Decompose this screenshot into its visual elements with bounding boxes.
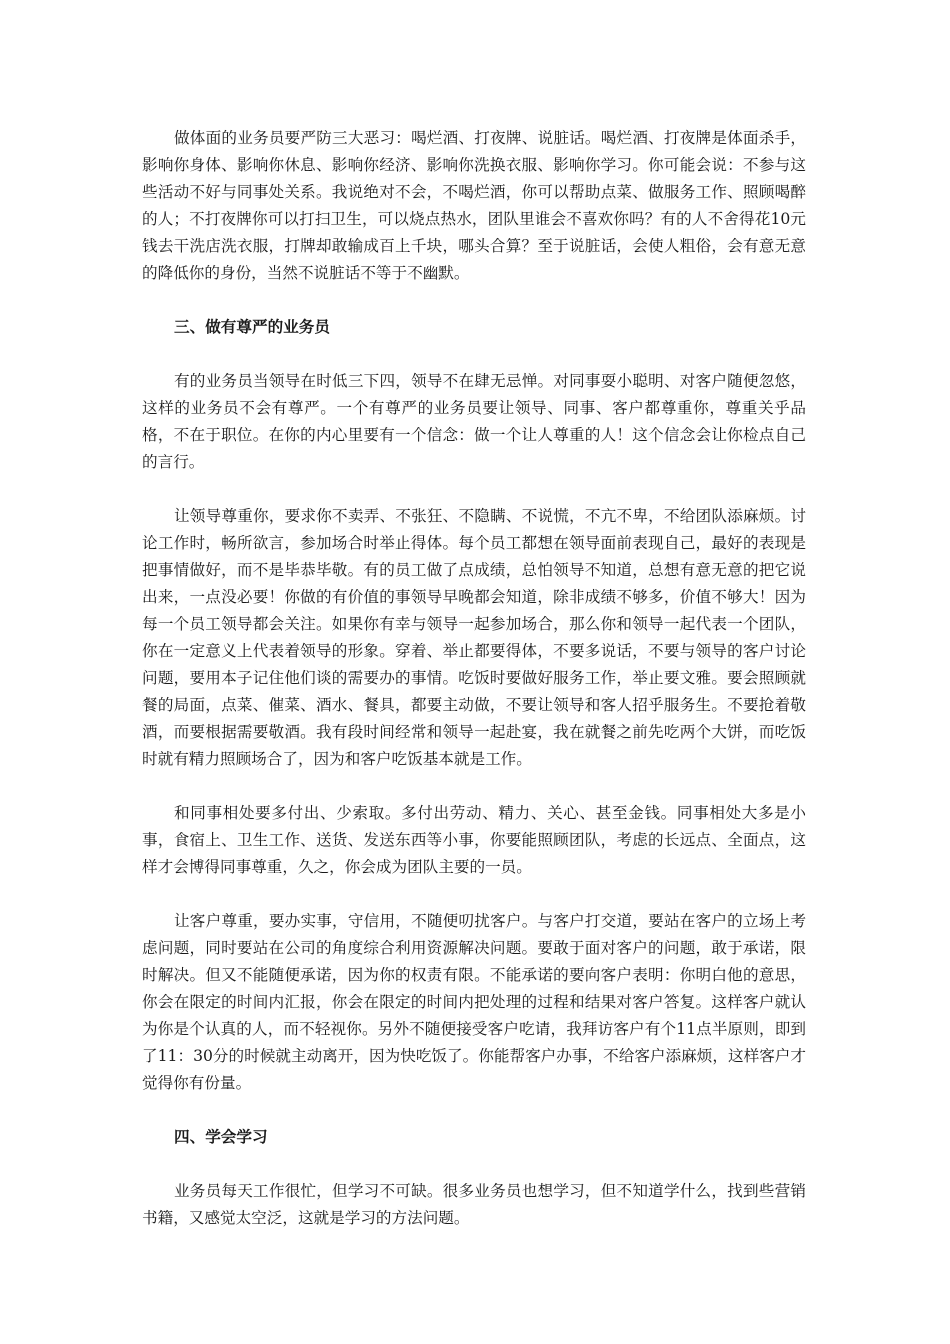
paragraph-leader-respect: 让领导尊重你，要求你不卖弄、不张狂、不隐瞒、不说慌，不亢不卑，不给团队添麻烦。讨论工作时，畅所欲言，参加场合时举止得体。每个员工都想在领导面前表现自己，最好的表现是把事情做好，而不是毕恭毕敬。有的员工做了点成绩，总怕领导不知道，总想有意无意的把它说出来，一点没必要！你做的有价值的事领导早晚都会知道，除非成绩不够多，价值不够大！因为每一个员工领导都会关注。如果你有幸与领导一起参加场合，那么你和领导一起代表一个团队，你在一定意义上代表着领导的形象。穿着、举止都要得体，不要多说话，不要与领导的客户讨论问题，要用本子记住他们谈的需要办的事情。吃饭时要做好服务工作，举止要文雅。要会照顾就餐的局面，点菜、催菜、酒水、餐具，都要主动做，不要让领导和客人招乎服务生。不要抢着敬酒，而要根据需要敬酒。我有段时间经常和领导一起赴宴，我在就餐之前先吃两个大饼，而吃饭时就有精力照顾场合了，因为和客户吃饭基本就是工作。 — [142, 507, 806, 768]
paragraph-gap — [142, 1097, 806, 1124]
paragraph-dignity-intro: 有的业务员当领导在时低三下四，领导不在肆无忌惮。对同事耍小聪明、对客户随便忽悠，这样的业务员不会有尊严。一个有尊严的业务员要让领导、同事、客户都尊重你，尊重关乎品格，不在于职位。在你的内心里要有一个信念：做一个让人尊重的人！这个信念会让你检点自己的言行。 — [142, 372, 806, 471]
paragraph-customer-respect: 让客户尊重，要办实事，守信用，不随便叨扰客户。与客户打交道，要站在客户的立场上考虑问题，同时要站在公司的角度综合利用资源解决问题。要敢于面对客户的问题，敢于承诺，限时解决。但又不能随便承诺，因为你的权责有限。不能承诺的要向客户表明：你明白他的意思，你会在限定的时间内汇报，你会在限定的时间内把处理的过程和结果对客户答复。这样客户就认为你是个认真的人，而不轻视你。另外不随便接受客户吃请，我拜访客户有个11点半原则，即到了11：30分的时候就主动离开，因为快吃饭了。你能帮客户办事，不给客户添麻烦，这样客户才觉得你有份量。 — [142, 912, 806, 1092]
paragraph-colleague-respect: 和同事相处要多付出、少索取。多付出劳动、精力、关心、甚至金钱。同事相处大多是小事，食宿上、卫生工作、送货、发送东西等小事，你要能照顾团队，考虑的长远点、全面点，这样才会博得同事尊重，久之，你会成为团队主要的一员。 — [142, 804, 806, 876]
paragraph-gap — [142, 341, 806, 368]
paragraph-gap — [142, 1151, 806, 1178]
paragraph-gap — [142, 881, 806, 908]
paragraph-learning-intro: 业务员每天工作很忙，但学习不可缺。很多业务员也想学习，但不知道学什么，找到些营销书籍，又感觉太空泛，这就是学习的方法问题。 — [142, 1182, 806, 1227]
section-heading-dignity: 三、做有尊严的业务员 — [174, 318, 330, 336]
paragraph-gap — [142, 476, 806, 503]
section-heading-learning: 四、学会学习 — [174, 1128, 268, 1146]
paragraph-bad-habits: 做体面的业务员要严防三大恶习：喝烂酒、打夜牌、说脏话。喝烂酒、打夜牌是体面杀手，影响你身体、影响你休息、影响你经济、影响你洗换衣服、影响你学习。你可能会说：不参与这些活动不好与同事处关系。我说绝对不会，不喝烂酒，你可以帮助点菜、做服务工作、照顾喝醉的人；不打夜牌你可以打扫卫生，可以烧点热水，团队里谁会不喜欢你吗？有的人不舍得花10元钱去干洗店洗衣服，打牌却敢输成百上千块，哪头合算？至于说脏话，会使人粗俗，会有意无意的降低你的身份，当然不说脏话不等于不幽默。 — [142, 129, 806, 282]
document-body — [142, 125, 806, 1232]
paragraph-gap — [142, 773, 806, 800]
paragraph-gap — [142, 287, 806, 314]
